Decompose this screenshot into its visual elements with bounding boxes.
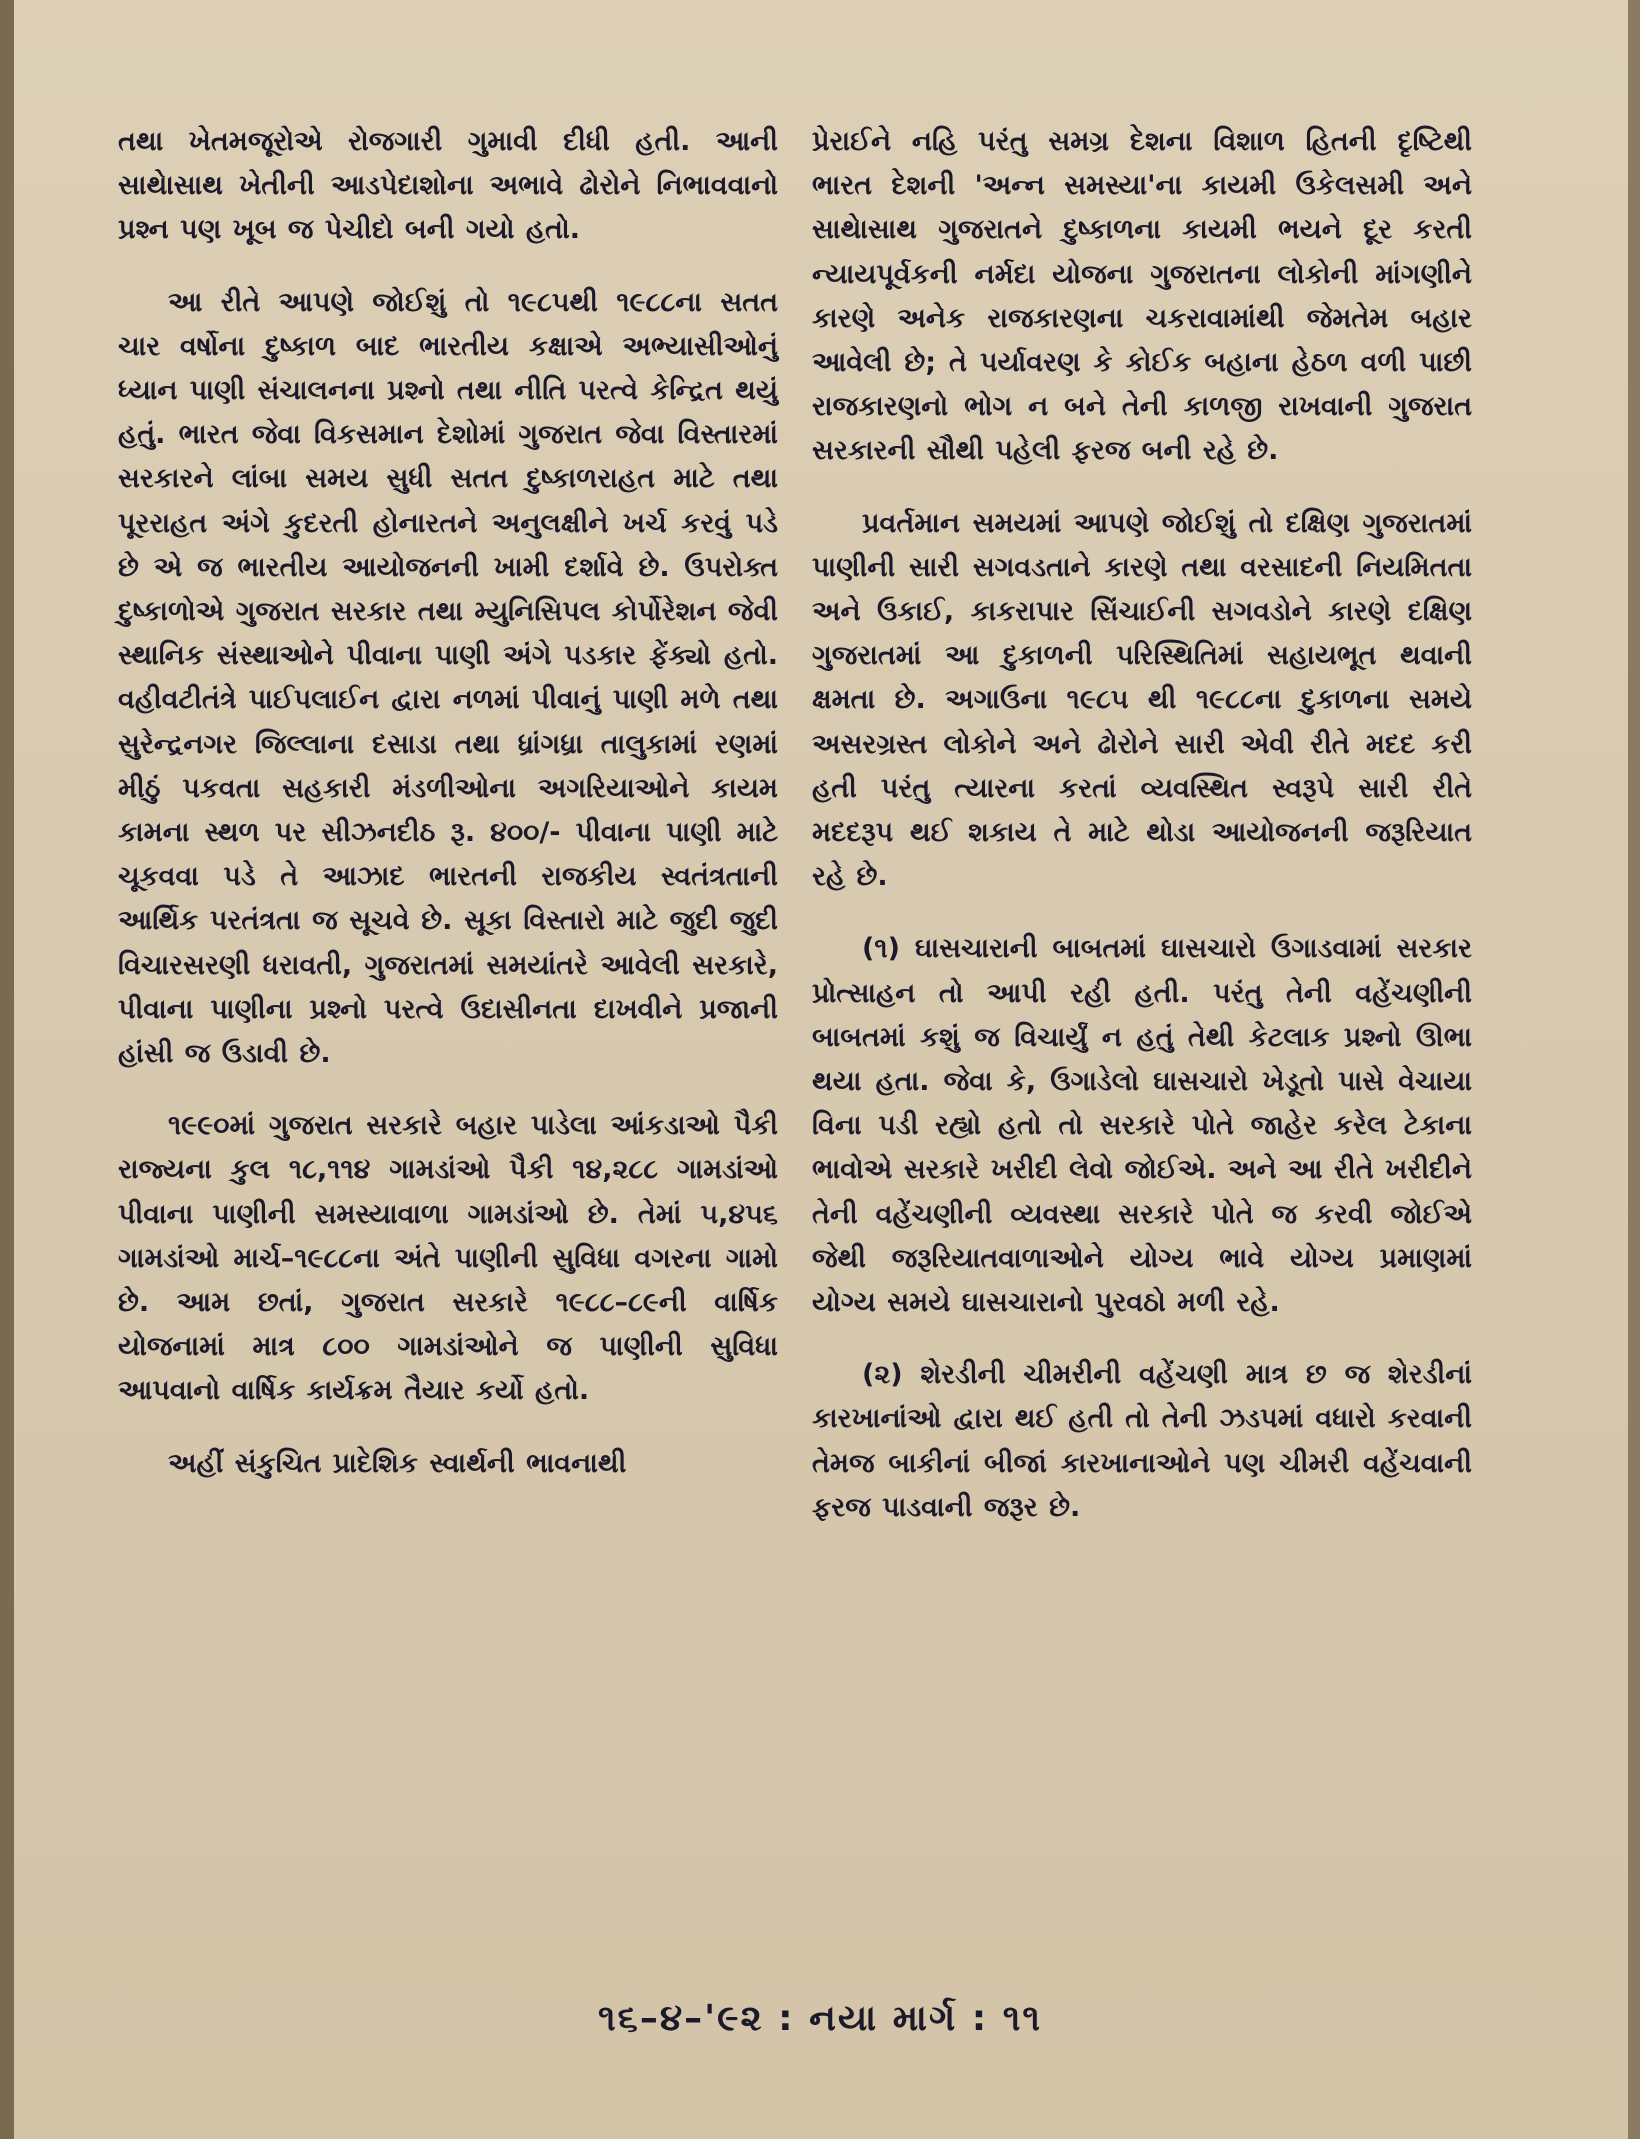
paragraph: પ્રેરાઈને નહિ પરંતુ સમગ્ર દેશના વિશાળ હિતની દૃષ્ટિથી ભારત દેશની 'અન્ન સમસ્યા'ના કાયમી ઉકેલસમી અને સાથેાસાથ ગુજરાતને દુષ્કાળના કાયમી ભયને દૂર કરતી ન્યાયપૂર્વકની નર્મદા યોજના ગુજરાતના લોકોની માંગણીને કારણે અનેક રાજકારણના ચકરાવામાંથી જેમતેમ બહાર આવેલી છે; તે પર્યાવરણ કે કોઈક બહાના હેઠળ વળી પાછી રાજકારણનો ભોગ ન બને તેની કાળજી રાખવાની ગુજરાત સરકારની સૌથી પહેલી ફરજ બની રહે છે.	[812, 126, 1472, 467]
page-left-edge	[0, 0, 14, 2139]
paragraph: આ રીતે આપણે જોઈશું તો ૧૯૮૫થી ૧૯૮૮ના સતત ચાર વર્ષોના દુષ્કાળ બાદ ભારતીય કક્ષાએ અભ્યાસીઓનું ધ્યાન પાણી સંચાલનના પ્રશ્નો તથા નીતિ પરત્વે કેન્દ્રિત થયું હતું. ભારત જેવા વિકસમાન દેશોમાં ગુજરાત જેવા વિસ્તારમાં સરકારને લાંબા સમય સુધી સતત દુષ્કાળરાહત માટે તથા પૂરરાહત અંગે કુદરતી હોનારતને અનુલક્ષીને ખર્ચ કરવું પડે છે એ જ ભારતીય આયોજનની ખામી દર્શાવે છે. ઉપરોક્ત દુષ્કાળોએ ગુજરાત સરકાર તથા મ્યુનિસિપલ કોર્પોરેશન જેવી સ્થાનિક સંસ્થાઓને પીવાના પાણી અંગે પડકાર ફેંક્યો હતો. વહીવટીતંત્રે પાઈપલાઈન દ્વારા નળમાં પીવાનું પાણી મળે તથા સુરેન્દ્રનગર જિલ્લાના દસાડા તથા ધ્રાંગધ્રા તાલુકામાં રણમાં મીઠું પકવતા સહકારી મંડળીઓના અગરિયાઓને કાયમ કામના સ્થળ પર સીઝનદીઠ રૂ. ૪૦૦/- પીવાના પાણી માટે ચૂકવવા પડે તે આઝાદ ભારતની રાજકીય સ્વતંત્રતાની આર્થિક પરતંત્રતા જ સૂચવે છે. સૂકા વિસ્તારો માટે જુદી જુદી વિચારસરણી ધરાવતી, ગુજરાતમાં સમયાંતરે આવેલી સરકારે, પીવાના પાણીના પ્રશ્નો પરત્વે ઉદાસીનતા દાખવીને પ્રજાની હાંસી જ ઉડાવી છે.	[118, 286, 778, 1070]
page-right-edge	[1628, 0, 1640, 2139]
paragraph: ૧૯૯૦માં ગુજરાત સરકારે બહાર પાડેલા આંકડાઓ પૈકી રાજ્યના કુલ ૧૮,૧૧૪ ગામડાંઓ પૈકી ૧૪,૨૮૮ ગામડાંઓ પીવાના પાણીની સમસ્યાવાળા ગામડાંઓ છે. તેમાં ૫,૪૫૬ ગામડાંઓ માર્ચ–૧૯૮૮ના અંતે પાણીની સુવિધા વગરના ગામો છે. આમ છતાં, ગુજરાત સરકારે ૧૯૮૮–૮૯ની વાર્ષિક યોજનામાં માત્ર ૮૦૦ ગામડાંઓને જ પાણીની સુવિધા આપવાનો વાર્ષિક કાર્યક્રમ તૈયાર કર્યો હતો.	[118, 1110, 778, 1407]
paragraph: તથા ખેતમજૂરોએ રોજગારી ગુમાવી દીધી હતી. આની સાથેાસાથ ખેતીની આડપેદાશોના અભાવે ઢોરોને નિભાવવાનો પ્રશ્ન પણ ખૂબ જ પેચીદો બની ગયો હતો.	[118, 126, 778, 246]
left-column	[118, 120, 778, 1514]
paragraph: (૨) શેરડીની ચીમરીની વહેંચણી માત્ર છ જ શેરડીનાં કારખાનાંઓ દ્વારા થઈ હતી તો તેની ઝડપમાં વધારો કરવાની તેમજ બાકીનાં બીજાં કારખાનાઓને પણ ચીમરી વહેંચવાની ફરજ પાડવાની જરૂર છે.	[812, 1359, 1472, 1523]
paragraph: (૧) ઘાસચારાની બાબતમાં ઘાસચારો ઉગાડવામાં સરકાર પ્રોત્સાહન તો આપી રહી હતી. પરંતુ તેની વહેંચણીની બાબતમાં કશું જ વિચાર્યું ન હતું તેથી કેટલાક પ્રશ્નો ઊભા થયા હતા. જેવા કે, ઉગાડેલો ઘાસચારો ખેડૂતો પાસે વેચાયા વિના પડી રહ્યો હતો તો સરકારે પોતે જાહેર કરેલ ટેકાના ભાવોએ સરકારે ખરીદી લેવો જોઈએ. અને આ રીતે ખરીદીને તેની વહેંચણીની વ્યવસ્થા સરકારે પોતે જ કરવી જોઈએ જેથી જરૂરિયાતવાળાઓને યોગ્ય ભાવે યોગ્ય પ્રમાણમાં યોગ્ય સમયે ઘાસચારાનો પુરવઠો મળી રહે.	[812, 933, 1472, 1319]
paragraph: અહીં સંકુચિત પ્રાદેશિક સ્વાર્થની ભાવનાથી	[168, 1447, 627, 1479]
paragraph: પ્રવર્તમાન સમયમાં આપણે જોઈશું તો દક્ષિણ ગુજરાતમાં પાણીની સારી સગવડતાને કારણે તથા વરસાદની નિયમિતતા અને ઉકાઈ, કાકરાપાર સિંચાઈની સગવડોને કારણે દક્ષિણ ગુજરાતમાં આ દુકાળની પરિસ્થિતિમાં સહાયભૂત થવાની ક્ષમતા છે. અગાઉના ૧૯૮૫ થી ૧૯૮૮ના દુકાળના સમયે અસરગ્રસ્ત લોકોને અને ઢોરોને સારી એવી રીતે મદદ કરી હતી પરંતુ ત્યારના કરતાં વ્યવસ્થિત સ્વરૂપે સારી રીતે મદદરૂપ થઈ શકાય તે માટે થોડા આયોજનની જરૂરિયાત રહે છે.	[812, 507, 1472, 893]
right-column	[812, 120, 1472, 1558]
page-footer: ૧૬–૪–'૯૨ : નયા માર્ગ : ૧૧	[598, 1998, 1042, 2039]
